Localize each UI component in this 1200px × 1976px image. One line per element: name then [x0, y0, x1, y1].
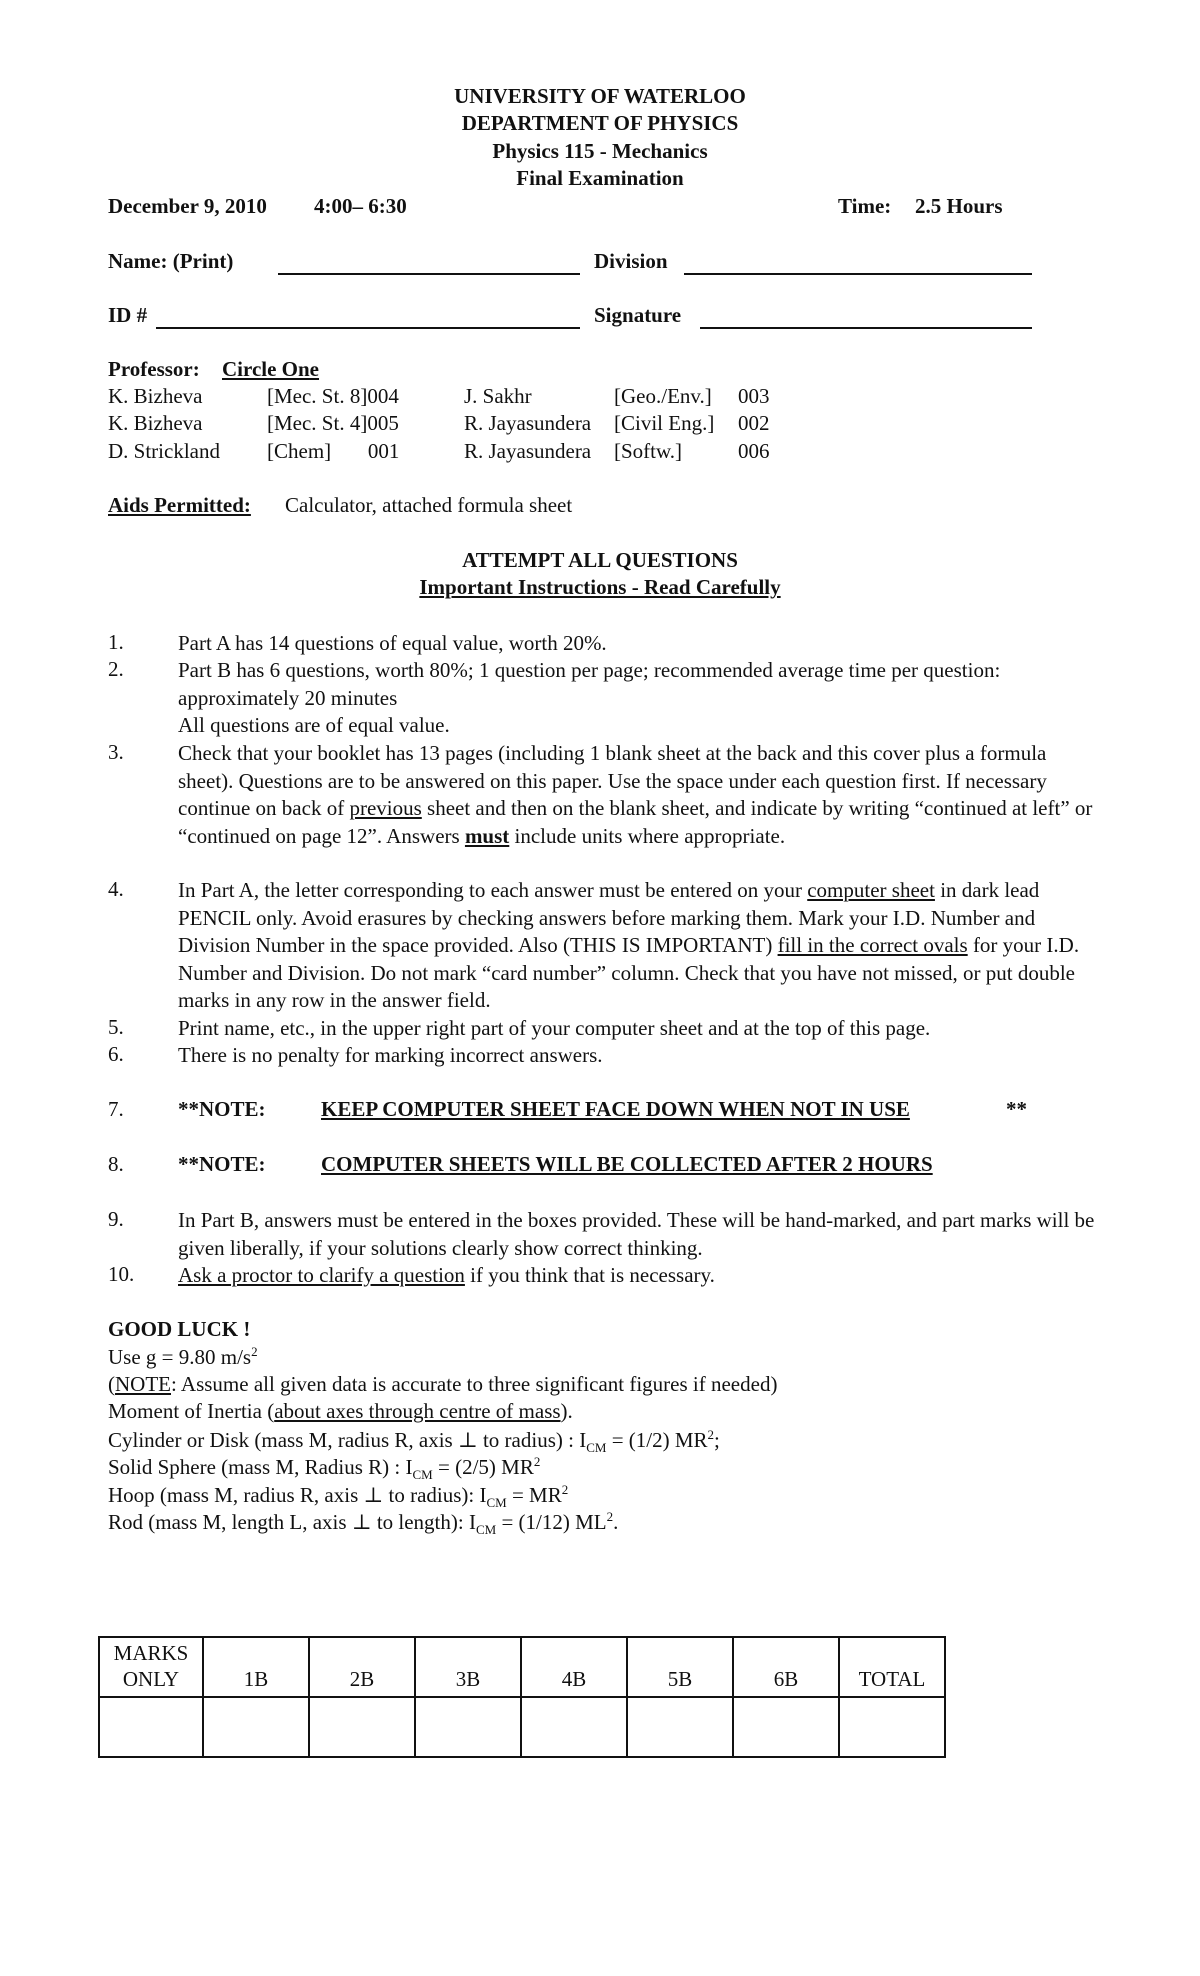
prof-name[interactable]: J. Sakhr: [464, 384, 532, 408]
time-label: Time:: [838, 194, 892, 218]
professor-label: Professor:: [108, 357, 200, 381]
name-label: Name: (Print): [108, 249, 234, 273]
item-number: 10.: [108, 1262, 135, 1286]
id-field-line[interactable]: [156, 327, 580, 329]
marks-entry-cell[interactable]: [521, 1697, 627, 1757]
marks-entry-cell[interactable]: [203, 1697, 309, 1757]
instruction-text: Part A has 14 questions of equal value, worth 20%.: [178, 631, 607, 655]
marks-entry-cell[interactable]: [309, 1697, 415, 1757]
aids-label: Aids Permitted:: [108, 493, 251, 517]
circle-one-label: Circle One: [222, 357, 320, 381]
name-field-line[interactable]: [278, 273, 580, 275]
marks-col-header: TOTAL: [839, 1637, 945, 1697]
marks-entry-cell[interactable]: [627, 1697, 733, 1757]
marks-entry-cell[interactable]: [839, 1697, 945, 1757]
prof-section: [Geo./Env.]: [614, 384, 712, 408]
marks-entry-cell: [99, 1697, 203, 1757]
division-field-line[interactable]: [684, 273, 1032, 275]
marks-col-header: 4B: [521, 1637, 627, 1697]
prof-section: [Chem] 001: [267, 439, 400, 463]
prof-name[interactable]: R. Jayasundera: [464, 411, 592, 435]
note-tail: **: [1006, 1097, 1027, 1121]
instruction-text: In Part B, answers must be entered in the boxes provided. These will be hand-marked, and part marks will be given liberally, if your solutions clearly show correct thinking.: [178, 1208, 1095, 1260]
prof-section: [Mec. St. 8]004: [267, 384, 399, 408]
duration: 2.5 Hours: [915, 194, 1003, 218]
exam-title: Final Examination: [516, 166, 684, 190]
prof-section: [Mec. St. 4]005: [267, 411, 399, 435]
item-number: 5.: [108, 1015, 124, 1039]
instruction-text: There is no penalty for marking incorrect answers.: [178, 1043, 603, 1067]
marks-only-cell: MARKS ONLY: [99, 1637, 203, 1697]
instructions-subheading: Important Instructions - Read Carefully: [419, 575, 781, 599]
item-number: 3.: [108, 740, 124, 764]
item-number: 9.: [108, 1207, 124, 1231]
g-value: Use g = 9.80 $m/s^2$: [108, 1344, 258, 1369]
division-label: Division: [594, 249, 668, 273]
formula-cylinder: Cylinder or Disk (mass M, radius R, axis ⊥ to radius) : $I_{CM} = (1/2)$ $MR^2$;: [108, 1427, 720, 1456]
instruction-text: Part B has 6 questions, worth 80%; 1 question per page; recommended average time per question: approximately 20 minutes: [178, 658, 1001, 710]
instruction-text-extra: All questions are of equal value.: [178, 713, 450, 737]
signature-label: Signature: [594, 303, 682, 327]
signature-field-line[interactable]: [700, 327, 1032, 329]
course-title: Physics 115 - Mechanics: [492, 139, 708, 163]
instruction-text: Print name, etc., in the upper right part of your computer sheet and at the top of this page.: [178, 1016, 931, 1040]
note-label: **NOTE:: [178, 1152, 266, 1176]
sig-fig-note: (NOTE: Assume all given data is accurate to three significant figures if needed): [108, 1372, 778, 1396]
instruction-3: Check that your booklet has 13 pages (including 1 blank sheet at the back and this cover plus a formula sheet). Questions are to be answered on this paper. Use the space under each question first. If necessary continue on back of previous sheet and then on the blank sheet, and indicate by writing “continued at left” or “continued on page 12”. Answers must include units where appropriate.: [178, 741, 1093, 848]
marks-col-header: 3B: [415, 1637, 521, 1697]
prof-code: 002: [738, 411, 770, 435]
good-luck: GOOD LUCK !: [108, 1317, 251, 1341]
item-number: 4.: [108, 877, 124, 901]
prof-name[interactable]: K. Bizheva: [108, 411, 203, 435]
prof-name[interactable]: R. Jayasundera: [464, 439, 592, 463]
note-collected: COMPUTER SHEETS WILL BE COLLECTED AFTER 2 HOURS: [321, 1152, 933, 1176]
item-number: 6.: [108, 1042, 124, 1066]
marks-entry-row: [99, 1697, 945, 1757]
instruction-4: In Part A, the letter corresponding to each answer must be entered on your computer sheet in dark lead PENCIL only. Avoid erasures by checking answers before marking them. Mark your I.D. Number and Division Number in the space provided. Also (THIS IS IMPORTANT) fill in the correct ovals for your I.D. Number and Division. Do not mark “card number” column. Check that you have not missed, or put double marks in any row in the answer field.: [178, 878, 1080, 1012]
marks-entry-cell[interactable]: [733, 1697, 839, 1757]
marks-header-row: [99, 1637, 945, 1697]
prof-section: [Civil Eng.]: [614, 411, 715, 435]
marks-entry-cell[interactable]: [415, 1697, 521, 1757]
item-number: 2.: [108, 657, 124, 681]
formula-sphere: Solid Sphere (mass M, Radius R) : $I_{CM} = (2/5)$ $MR^2$: [108, 1454, 541, 1483]
formula-rod: Rod (mass M, length L, axis ⊥ to length): $I_{CM} = (1/12)$ $ML^2$.: [108, 1509, 619, 1538]
item-number: 8.: [108, 1152, 124, 1176]
prof-code: 006: [738, 439, 770, 463]
aids-text: Calculator, attached formula sheet: [285, 493, 573, 517]
marks-col-header: 1B: [203, 1637, 309, 1697]
moment-of-inertia: Moment of Inertia (about axes through centre of mass).: [108, 1399, 573, 1423]
attempt-all-heading: ATTEMPT ALL QUESTIONS: [462, 548, 738, 572]
instruction-10: Ask a proctor to clarify a question if you think that is necessary.: [178, 1263, 715, 1287]
prof-code: 003: [738, 384, 770, 408]
marks-col-header: 5B: [627, 1637, 733, 1697]
university-title: UNIVERSITY OF WATERLOO: [454, 84, 746, 108]
marks-col-header: 2B: [309, 1637, 415, 1697]
item-number: 1.: [108, 630, 124, 654]
item-number: 7.: [108, 1097, 124, 1121]
prof-section: [Softw.]: [614, 439, 683, 463]
note-label: **NOTE:: [178, 1097, 266, 1121]
prof-name[interactable]: K. Bizheva: [108, 384, 203, 408]
exam-date: December 9, 2010: [108, 194, 267, 218]
marks-col-header: 6B: [733, 1637, 839, 1697]
department-title: DEPARTMENT OF PHYSICS: [461, 111, 739, 135]
exam-time-slot: 4:00– 6:30: [314, 194, 407, 218]
marks-table: [98, 1636, 946, 1758]
prof-name[interactable]: D. Strickland: [108, 439, 220, 463]
note-face-down: KEEP COMPUTER SHEET FACE DOWN WHEN NOT IN USE: [321, 1097, 910, 1121]
id-label: ID #: [108, 303, 148, 327]
formula-hoop: Hoop (mass M, radius R, axis ⊥ to radius): $I_{CM} = MR^2$: [108, 1482, 569, 1511]
